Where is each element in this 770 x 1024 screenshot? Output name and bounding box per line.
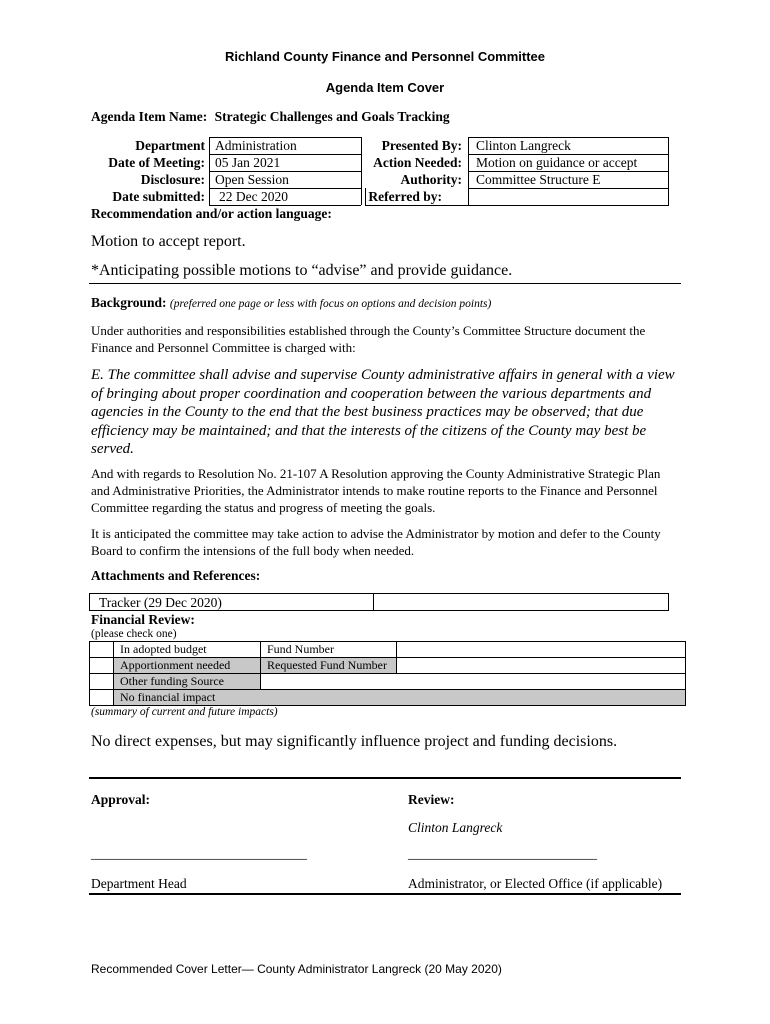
summary-note: (summary of current and future impacts) bbox=[91, 706, 278, 718]
checkbox-in-adopted-budget[interactable] bbox=[90, 642, 113, 657]
date-submitted-value: 22 Dec 2020 bbox=[219, 189, 288, 204]
administrator-label: Administrator, or Elected Office (if applicable) bbox=[408, 876, 663, 891]
meeting-date-label: Date of Meeting: bbox=[108, 155, 205, 170]
info-row-2 bbox=[0, 154, 770, 171]
approval-label: Approval: bbox=[91, 792, 151, 807]
agenda-item-name bbox=[91, 109, 450, 125]
document-title: Richland County Finance and Personnel Committee bbox=[225, 49, 545, 64]
referred-by-label: Referred by: bbox=[368, 189, 442, 204]
option-apportionment-needed: Apportionment needed bbox=[120, 658, 231, 672]
background-heading bbox=[91, 295, 491, 311]
info-row-1 bbox=[0, 137, 770, 154]
authority-value: Committee Structure E bbox=[476, 172, 601, 187]
date-submitted-label: Date submitted: bbox=[112, 189, 205, 204]
option-no-financial-impact: No financial impact bbox=[120, 690, 216, 704]
committee-charge-quote: E. The committee shall advise and supervise County administrative affairs in general with a view of bringing about proper coordination and cooperation between the various departments and agencies in the County to the end that the best business practices may be observed; that due efficiency may be maintained; and that the interests of the citizens of the County may best be served. bbox=[91, 367, 675, 457]
checkbox-other-funding-source[interactable] bbox=[90, 674, 113, 689]
presented-by-value: Clinton Langreck bbox=[476, 138, 571, 153]
footer-text: Recommended Cover Letter— County Administrator Langreck (20 May 2020) bbox=[91, 962, 502, 976]
financial-review-label: Financial Review: bbox=[91, 612, 195, 627]
info-row-3 bbox=[0, 171, 770, 188]
review-label: Review: bbox=[408, 792, 455, 807]
info-row-4 bbox=[0, 188, 770, 205]
other-funding-field[interactable] bbox=[261, 674, 685, 689]
signoff-bottom-rule bbox=[89, 893, 681, 895]
fund-number-label: Fund Number bbox=[267, 642, 334, 656]
recommendation-label: Recommendation and/or action language: bbox=[91, 206, 332, 221]
authority-label: Authority: bbox=[400, 172, 462, 187]
department-label: Department bbox=[135, 138, 205, 153]
disclosure-label: Disclosure: bbox=[140, 172, 205, 187]
background-note: (preferred one page or less with focus on options and decision points) bbox=[169, 298, 492, 310]
financial-review-note: (please check one) bbox=[91, 628, 177, 640]
background-label: Background: bbox=[91, 295, 167, 310]
disclosure-value: Open Session bbox=[215, 172, 289, 187]
background-paragraph-3: It is anticipated the committee may take action to advise the Administrator by motion and defer to the County Board to confirm the intensions of the full body when needed. bbox=[91, 526, 661, 558]
approval-signature-line: ________________________________ bbox=[91, 846, 307, 861]
meeting-date-value: 05 Jan 2021 bbox=[215, 155, 281, 170]
action-needed-label: Action Needed: bbox=[373, 155, 462, 170]
divider bbox=[89, 283, 681, 284]
review-signature-line: ____________________________ bbox=[408, 846, 597, 861]
fund-number-field[interactable] bbox=[397, 642, 685, 657]
action-needed-value: Motion on guidance or accept bbox=[476, 155, 638, 170]
requested-fund-number-field[interactable] bbox=[397, 658, 685, 673]
checkbox-no-financial-impact[interactable] bbox=[90, 690, 113, 705]
requested-fund-number-label: Requested Fund Number bbox=[267, 658, 387, 672]
option-other-funding-source: Other funding Source bbox=[120, 674, 224, 688]
agenda-item-name-value: Strategic Challenges and Goals Tracking bbox=[214, 109, 450, 124]
background-paragraph-2: And with regards to Resolution No. 21-107 A Resolution approving the County Administrative Strategic Plan and Administrative Priorities, the Administrator intends to make routine reports to the Finance and Personnel Committee regarding the status and progress of meeting the goals. bbox=[91, 466, 661, 515]
department-head-label: Department Head bbox=[91, 876, 187, 891]
reviewer-name: Clinton Langreck bbox=[408, 820, 503, 835]
background-paragraph-1: Under authorities and responsibilities established through the County’s Committee Structure document the Finance and Personnel Committee is charged with: bbox=[91, 323, 646, 355]
signoff-top-rule bbox=[89, 777, 681, 779]
document-subtitle: Agenda Item Cover bbox=[325, 80, 445, 95]
presented-by-label: Presented By: bbox=[381, 138, 462, 153]
checkbox-apportionment-needed[interactable] bbox=[90, 658, 113, 673]
financial-summary: No direct expenses, but may significantly influence project and funding decisions. bbox=[91, 733, 618, 750]
recommendation-line-1: Motion to accept report. bbox=[91, 233, 246, 250]
department-value: Administration bbox=[215, 138, 297, 153]
attachment-item-1: Tracker (29 Dec 2020) bbox=[99, 595, 222, 610]
agenda-item-name-label: Agenda Item Name: bbox=[91, 109, 208, 124]
attachments-label: Attachments and References: bbox=[91, 568, 261, 583]
recommendation-line-2: *Anticipating possible motions to “advise” and provide guidance. bbox=[91, 262, 513, 279]
option-in-adopted-budget: In adopted budget bbox=[120, 642, 207, 656]
